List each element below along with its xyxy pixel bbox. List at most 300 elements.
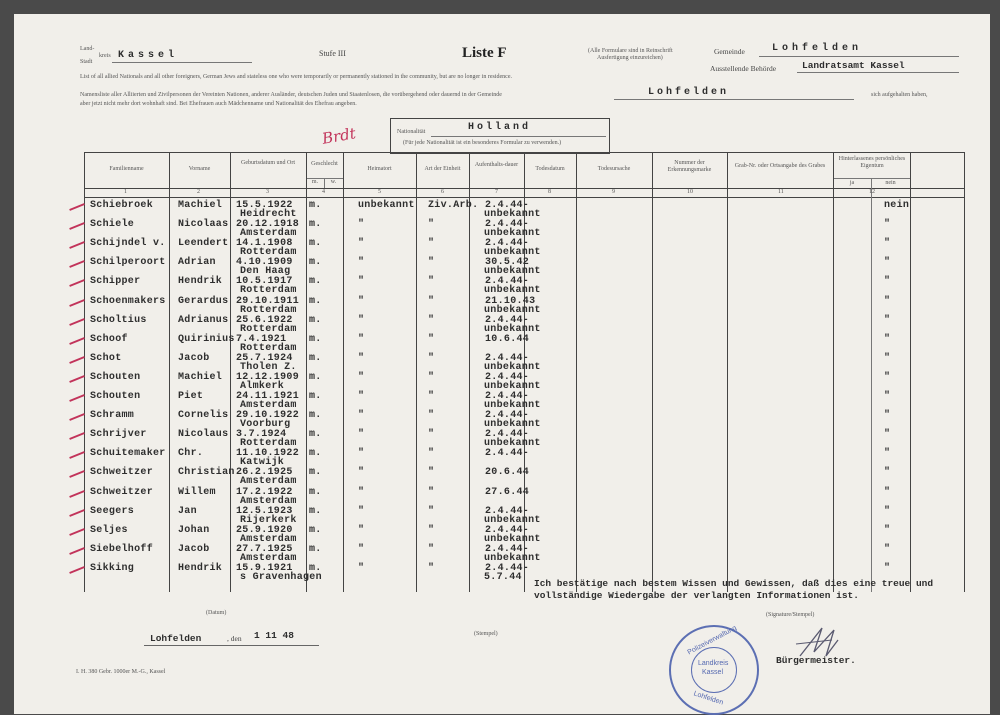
cell-geb_date: 12.5.1923 [236,505,293,517]
cell-geb-ort: Rotterdam [240,304,297,316]
cell-geb-ort: Katwijk [240,457,285,469]
cell-eigentum: " [884,429,891,441]
col-number: 6 [441,189,444,195]
cell-dauer-2: unbekannt [484,361,541,373]
cell-geb_date: 11.10.1922 [236,448,300,460]
cell-einheit: " [428,391,435,402]
col-number: 9 [612,189,615,195]
cell-heimat: " [358,219,365,231]
col-border [833,152,834,592]
nationality-underline [431,136,606,137]
check-mark [69,222,85,230]
cell-name: Scholtius [90,314,147,326]
cell-dauer: 2.4.44- [485,371,530,383]
nationality-box [390,118,610,154]
cell-heimat: " [358,410,365,422]
cell-einheit: " [428,257,435,269]
check-mark [69,260,85,268]
col-border [727,152,728,592]
col-header-heimatort: Heimatort [367,166,392,172]
col-border [416,152,417,592]
stamp-top-text: Polizeiverwaltung [686,624,738,657]
cell-einheit: " [428,505,435,517]
col-number: 7 [495,189,498,195]
date-underline [144,645,319,646]
cell-heimat: " [358,333,365,345]
cell-name: Schiebroek [90,200,154,211]
cell-heimat: " [358,391,365,402]
cell-eigentum: " [884,410,891,422]
check-mark [69,318,85,326]
cell-name: Schot [90,352,122,364]
cell-name: Schilperoort [90,257,166,269]
cell-eigentum: " [884,391,891,402]
cell-geb_date: 10.5.1917 [236,276,293,288]
handwritten-mark: Brdt [320,124,358,148]
behoerde-value: Landratsamt Kassel [802,60,905,71]
col-header-grab: Grab-Nr. oder Ortsangabe des Grabes [734,163,826,169]
col-header-nein: nein [885,180,896,186]
cell-dauer-2: unbekannt [484,323,541,335]
cell-einheit: " [428,429,435,441]
cell-name: Seljes [90,524,128,536]
cell-eigentum: " [884,295,891,307]
cell-name: Schweitzer [90,467,154,479]
cell-sex: m. [309,429,322,441]
cell-dauer: 2.4.44- [485,410,530,422]
col-border [306,152,307,592]
cell-vorname: Nicolaus [178,429,229,441]
intro-line-2: Namensliste aller Alliierten und Zivilpersonen der Vereinten Nationen, anderer Ausländer, deutschen Juden und Staatenlosen, die vorübergehend oder dauernd in der Gemeinde [80,92,502,98]
cell-dauer: 2.4.44- [485,543,530,555]
cell-geb-ort: Rotterdam [240,285,297,297]
cell-eigentum: " [884,371,891,383]
cell-eigentum: " [884,505,891,517]
cell-geb-ort: Rijerkerk [240,514,297,526]
cell-dauer: 2.4.44- [485,276,530,288]
cell-geb-ort: Rotterdam [240,438,297,450]
check-mark [69,203,85,211]
nationality-note: (Für jede Nationalität ist ein besonderes Formular zu verwenden.) [403,140,562,146]
col-number: 3 [266,189,269,195]
cell-geb_date: 17.2.1922 [236,486,293,498]
cell-dauer-2: unbekannt [484,380,541,392]
cell-heimat: " [358,543,365,555]
col-number: 4 [322,189,325,195]
cell-dauer: 2.4.44- [485,429,530,441]
cell-dauer: 2.4.44- [485,200,530,211]
cell-geb-ort: Amsterdam [240,400,297,411]
cell-dauer: 2.4.44- [485,505,530,517]
cell-name: Schweitzer [90,486,154,498]
cell-geb_date: 24.11.1921 [236,391,300,402]
cell-heimat: " [358,257,365,269]
cell-eigentum: " [884,314,891,326]
cell-geb-ort: Den Haag [240,266,291,278]
stufe-label: Stufe III [319,49,346,58]
col-number: 10 [687,189,693,195]
col-border [652,152,653,592]
cell-dauer: 2.4.44- [485,391,530,402]
cell-dauer: 2.4.44- [485,352,530,364]
cell-heimat: " [358,276,365,288]
intro-line-1: List of all allied Nationals and all other foreigners, German Jews and stateless one who were temporarily or permanently stationed in the community, but are no longer in residence. [80,74,512,80]
intro-line-2-end: sich aufgehalten haben, [871,92,928,98]
cell-vorname: Hendrik [178,276,223,288]
cell-einheit: " [428,219,435,231]
check-mark [69,413,85,421]
cell-geb_date: 15.5.1922 [236,200,293,211]
cell-dauer: 2.4.44- [485,238,530,250]
cell-sex: m. [309,371,322,383]
cell-sex: m. [309,391,322,402]
nationality-value: Holland [468,122,532,133]
cell-dauer: 2.4.44- [485,314,530,326]
behoerde-underline [797,72,959,73]
cell-vorname: Johan [178,524,210,536]
cell-geb_date: 27.7.1925 [236,543,293,555]
col-header-erkennungsmarke: Nummer der Erkennungsmarke [667,160,712,173]
stadt-label: Stadt [80,59,93,65]
cell-vorname: Piet [178,391,204,402]
cell-eigentum: " [884,276,891,288]
col-header-geburt: Geburtsdatum und Ort [241,160,295,166]
cell-geb_date: 14.1.1908 [236,238,293,250]
cell-name: Schramm [90,410,135,422]
cell-einheit: " [428,238,435,250]
cell-sex: m. [309,257,322,269]
cell-name: Schrijver [90,429,147,441]
cell-geb-ort: Amsterdam [240,552,297,564]
cell-vorname: Adrian [178,257,216,269]
cell-eigentum: " [884,219,891,231]
col-header-todesursache: Todesursache [597,166,631,172]
cell-name: Sikking [90,562,135,574]
cell-geb-ort: Amsterdam [240,228,297,240]
col-number: 5 [378,189,381,195]
cell-sex: m. [309,562,322,574]
check-mark [69,432,85,440]
intro-gemeinde-underline [614,99,854,100]
col-border [469,152,470,592]
cell-sex: m. [309,448,322,460]
scan-border [0,0,1000,14]
col-header-vorname: Vorname [188,166,211,172]
col-header-w: w. [330,179,337,185]
land-label: Land- [80,46,95,52]
cell-heimat: unbekannt [358,200,415,211]
cell-dauer: 2.4.44- [485,562,530,574]
cell-vorname: Machiel [178,371,223,383]
cell-heimat: " [358,295,365,307]
cell-sex: m. [309,467,322,479]
cell-geb-ort: Rotterdam [240,247,297,259]
cell-einheit: " [428,486,435,498]
check-mark [69,375,85,383]
cell-dauer-2: unbekannt [484,438,541,450]
cell-dauer-2: unbekannt [484,209,541,220]
cell-eigentum: " [884,467,891,479]
cell-name: Siebelhoff [90,543,154,555]
cell-dauer-2: 5.7.44 [484,571,522,583]
cell-name: Schouten [90,391,141,402]
check-mark [69,528,85,536]
cell-geb-ort: Amsterdam [240,476,297,488]
cell-dauer-2: unbekannt [484,514,541,526]
cell-sex: m. [309,238,322,250]
cell-heimat: " [358,238,365,250]
col-border [576,152,577,592]
cell-eigentum: " [884,543,891,555]
col-header-todesdatum: Todesdatum [535,166,565,172]
cell-sex: m. [309,543,322,555]
cell-vorname: Nicolaas [178,219,229,231]
cell-einheit: " [428,410,435,422]
cell-geb_date: 25.7.1924 [236,352,293,364]
cell-sex: m. [309,352,322,364]
cell-geb_date: 12.12.1909 [236,371,300,383]
stamp-mid-text-1: Landkreis [698,660,729,667]
cell-name: Schouten [90,371,141,383]
cell-geb-ort: s Gravenhagen [240,571,322,583]
cell-geb_date: 15.9.1921 [236,562,293,574]
col-header-eigentum: Hinterlassenes persönliches Eigentum [838,156,906,169]
col-header-einheit: Art der Einheit [424,166,461,172]
cell-vorname: Jacob [178,543,210,555]
document-page [14,14,990,714]
cell-geb_date: 20.12.1918 [236,219,300,231]
cell-eigentum: " [884,257,891,269]
col-header-ja: ja [849,180,855,186]
cell-name: Schoof [90,333,128,345]
cell-dauer-2: unbekannt [484,247,541,259]
col-border [230,152,231,592]
col-number: 12 [869,189,875,195]
col-border [343,152,344,592]
cell-dauer-2: unbekannt [484,533,541,545]
cell-sex: m. [309,219,322,231]
note-line1: (Alle Formulare sind in Reinschrift [588,48,673,54]
col-number: 1 [124,189,127,195]
cell-eigentum: " [884,333,891,345]
den-label: , den [227,634,242,643]
cell-eigentum: " [884,562,891,574]
cell-einheit: " [428,333,435,345]
cell-dauer: 10.6.44 [485,333,530,345]
kreis-value: Kassel [118,50,179,61]
cell-dauer: 20.6.44 [485,467,530,479]
cell-dauer: 30.5.42 [485,257,530,269]
cell-sex: m. [309,486,322,498]
col-header-m: m. [311,179,319,185]
col-number: 8 [548,189,551,195]
cell-geb-ort: Tholen Z. [240,361,297,373]
cell-vorname: Leendert [178,238,229,250]
cell-geb_date: 26.2.1925 [236,467,293,479]
col-border [871,178,872,592]
cell-vorname: Machiel [178,200,223,211]
col-border [84,152,85,592]
cell-eigentum: nein [884,200,910,211]
cell-einheit: " [428,467,435,479]
col-number: 2 [197,189,200,195]
cell-vorname: Willem [178,486,216,498]
cell-dauer-2: unbekannt [484,285,541,297]
cell-heimat: " [358,429,365,441]
col-border [964,152,965,592]
cell-name: Schipper [90,276,141,288]
cell-geb_date: 4.10.1909 [236,257,293,269]
cell-vorname: Adrianus [178,314,229,326]
cell-geb_date: 3.7.1924 [236,429,287,441]
cell-dauer: 2.4.44- [485,219,530,231]
date-value: 1 11 48 [254,630,294,641]
check-mark [69,394,85,402]
cell-geb-ort: Voorburg [240,419,291,431]
cell-heimat: " [358,448,365,460]
cell-einheit: " [428,314,435,326]
gemeinde-underline [759,56,959,57]
signature-label: (Signature/Stempel) [766,612,815,618]
cell-name: Schuitemaker [90,448,166,460]
cell-sex: m. [309,333,322,345]
cell-geb_date: 29.10.1922 [236,410,300,422]
check-mark [69,337,85,345]
cell-heimat: " [358,486,365,498]
check-mark [69,451,85,459]
intro-line-3: aber jetzt nicht mehr dort wohnhaft sind. Bei Ehefrauen auch Mädchenname und Nationalität des Ehefrau angeben. [80,101,357,107]
stamp-bottom-text: Lohfelden [692,690,725,707]
certification-line-1: Ich bestätige nach bestem Wissen und Gewissen, daß dies eine treue und [534,578,934,589]
cell-sex: m. [309,410,322,422]
col-header-familienname: Familienname [109,166,144,172]
kreis-underline [112,62,252,63]
signatory-title: Bürgermeister. [776,655,856,666]
gemeinde-value: Lohfelden [772,43,863,54]
cell-sex: m. [309,524,322,536]
cell-geb-ort: Amsterdam [240,495,297,507]
cell-geb_date: 7.4.1921 [236,333,287,345]
printer-line: I. H. 380 Gebr. 1000er M.-G., Kassel [76,669,166,675]
cell-dauer-2: unbekannt [484,228,541,240]
signature-scribble [792,622,842,662]
cell-vorname: Hendrik [178,562,223,574]
check-mark [69,509,85,517]
cell-geb-ort: Rotterdam [240,323,297,335]
cell-heimat: " [358,505,365,517]
cell-eigentum: " [884,524,891,536]
cell-dauer: 2.4.44- [485,448,530,460]
cell-vorname: Gerardus [178,295,229,307]
cell-eigentum: " [884,238,891,250]
cell-einheit: " [428,562,435,574]
cell-name: Schoenmakers [90,295,166,307]
cell-heimat: " [358,467,365,479]
note-line2: Ausfertigung einzureichen) [597,55,663,61]
cell-einheit: " [428,295,435,307]
cell-vorname: Chr. [178,448,204,460]
cell-heimat: " [358,562,365,574]
cell-einheit: " [428,448,435,460]
cell-heimat: " [358,524,365,536]
cell-geb_date: 29.10.1911 [236,295,300,307]
kreis-label: kreis [99,53,111,59]
cell-einheit: " [428,371,435,383]
intro-gemeinde: Lohfelden [648,87,730,98]
col-header-dauer: Aufenthalts-dauer [474,162,519,168]
cell-eigentum: " [884,448,891,460]
cell-vorname: Cornelis [178,410,229,422]
cell-dauer: 27.6.44 [485,486,530,498]
cell-sex: m. [309,314,322,326]
cell-sex: m. [309,200,322,211]
cell-name: Schiele [90,219,135,231]
cell-geb-ort: Almkerk [240,380,285,392]
cell-dauer-2: unbekannt [484,419,541,431]
cell-eigentum: " [884,352,891,364]
cell-heimat: " [358,352,365,364]
cell-sex: m. [309,505,322,517]
cell-heimat: " [358,314,365,326]
check-mark [69,299,85,307]
cell-vorname: Christian [178,467,235,479]
check-mark [69,566,85,574]
check-mark [69,356,85,364]
check-mark [69,490,85,498]
check-mark [69,279,85,287]
col-border [169,152,170,592]
cell-geb-ort: Rotterdam [240,342,297,354]
cell-einheit: " [428,352,435,364]
cell-einheit: Ziv.Arb. [428,200,479,211]
cell-vorname: Jacob [178,352,210,364]
cell-vorname: Quirinius [178,333,235,345]
cell-dauer: 21.10.43 [485,295,536,307]
police-stamp [669,625,759,715]
cell-name: Schijndel v. [90,238,166,250]
cell-geb-ort: Amsterdam [240,533,297,545]
cell-dauer-2: unbekannt [484,552,541,564]
col-number: 11 [778,189,784,195]
behoerde-label: Ausstellende Behörde [710,64,777,73]
check-mark [69,547,85,555]
cell-dauer-2: unbekannt [484,400,541,411]
cell-sex: m. [309,295,322,307]
cell-dauer: 2.4.44- [485,524,530,536]
check-mark [69,241,85,249]
cell-geb-ort: Heidrecht [240,209,297,220]
stempel-label: (Stempel) [474,631,498,637]
cell-vorname: Jan [178,505,197,517]
stamp-mid-text-2: Kassel [702,669,724,676]
cell-geb_date: 25.9.1920 [236,524,293,536]
cell-einheit: " [428,524,435,536]
page-title: Liste F [462,45,507,61]
place-value: Lohfelden [150,633,202,644]
cell-geb_date: 25.6.1922 [236,314,293,326]
check-mark [69,470,85,478]
col-border [910,152,911,592]
cell-eigentum: " [884,486,891,498]
gemeinde-label: Gemeinde [714,47,745,56]
cell-name: Seegers [90,505,135,517]
nationality-label: Nationalität [397,129,426,135]
cell-heimat: " [358,371,365,383]
cell-dauer-2: unbekannt [484,266,541,278]
cell-einheit: " [428,543,435,555]
cell-einheit: " [428,276,435,288]
date-label: (Datum) [206,610,227,616]
